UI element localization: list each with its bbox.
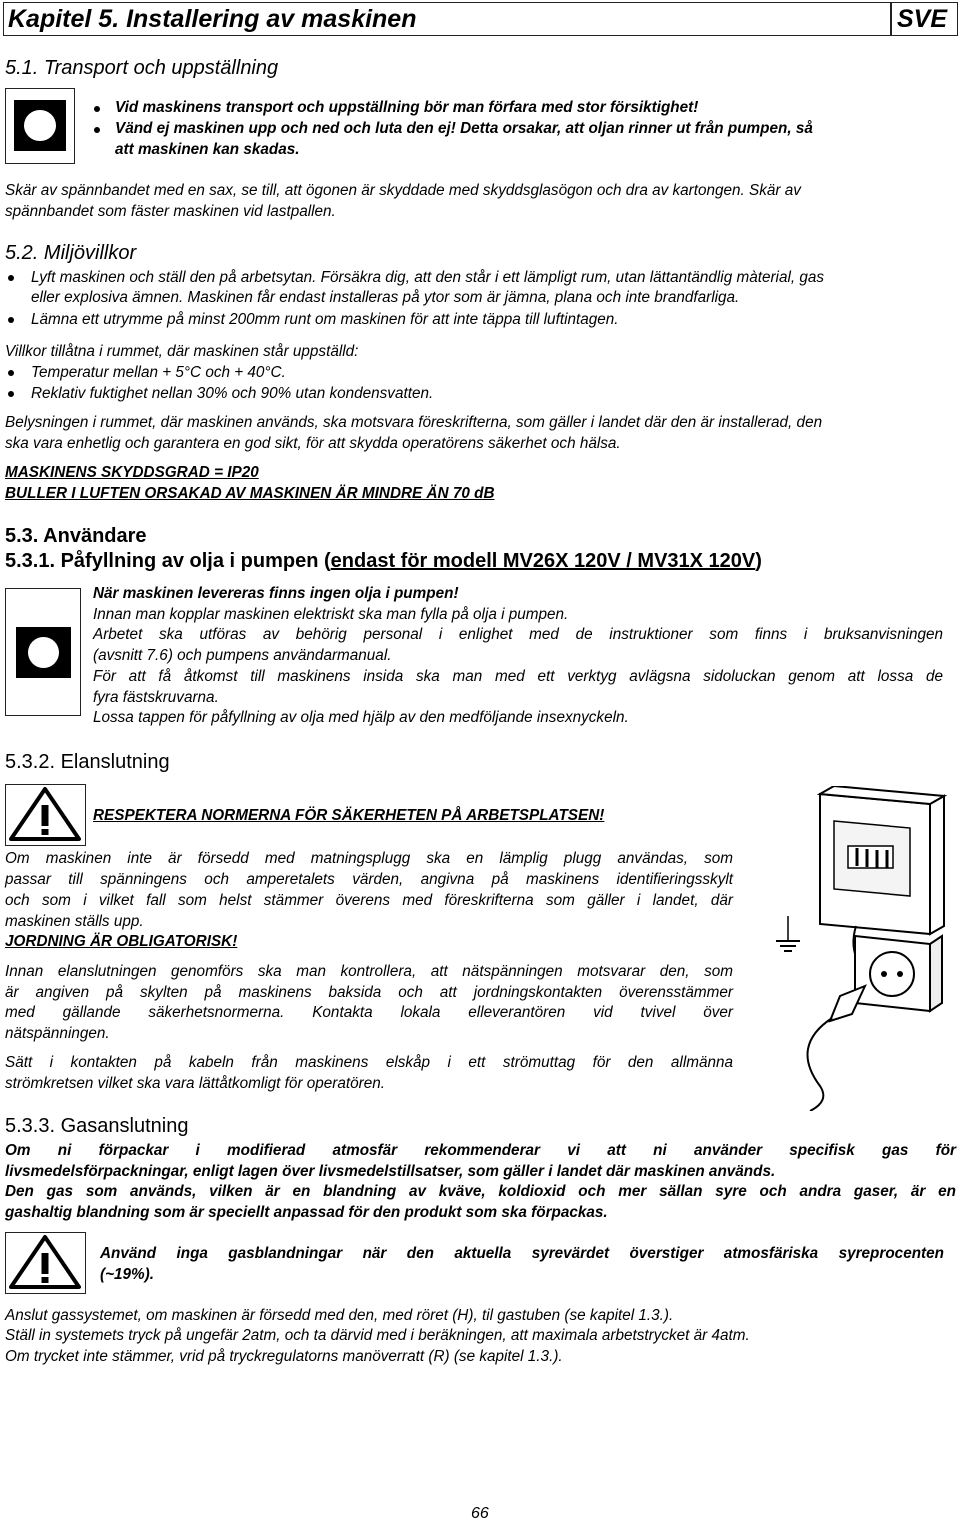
oil-line-3: Arbetet ska utföras av behörig personal i enlighet med de instruktioner som finns i bruksanvisningen	[93, 626, 943, 643]
condition-humidity: Reklativ fuktighet nellan 30% och 90% utan kondensvatten.	[31, 385, 434, 402]
transport-bullet-2-line-2: att maskinen kan skadas.	[115, 141, 300, 158]
gas-warning-line-2: (~19%).	[100, 1266, 154, 1283]
bullet-icon	[8, 391, 14, 397]
oil-line-1: När maskinen levereras finns ingen olja i pumpen!	[93, 585, 459, 602]
electrical-check-line-3: med gällande säkerhetsnormerna. Kontakta lokala elleverantören vid tvivel över	[5, 1004, 733, 1021]
electrical-line-4: maskinen ställs upp.	[5, 913, 144, 930]
warning-icon-box	[5, 1232, 86, 1294]
electrical-check-line-4: nätspänningen.	[5, 1025, 110, 1042]
gas-line-1: Om ni förpackar i modifierad atmosfär rekommenderar vi att ni använder specifisk gas för	[5, 1142, 956, 1159]
bullet-icon	[8, 370, 14, 376]
oil-line-7: Lossa tappen för påfyllning av olja med hjälp av den medföljande insexnyckeln.	[93, 709, 629, 726]
condition-temperature: Temperatur mellan + 5°C och + 40°C.	[31, 364, 286, 381]
page-number: 66	[471, 1505, 489, 1522]
bullet-icon	[94, 127, 100, 133]
sub1-suffix: )	[755, 550, 762, 572]
warning-triangle-icon	[6, 1233, 84, 1292]
noise-level: BULLER I LUFTEN ORSAKAD AV MASKINEN ÄR MINDRE ÄN 70 dB	[5, 485, 495, 502]
socket-line-2: strömkretsen vilket ska vara lättåtkomligt för operatören.	[5, 1075, 386, 1092]
chapter-header	[3, 2, 958, 36]
header-divider	[890, 3, 892, 35]
strap-paragraph-line-2: spännbandet som fäster maskinen vid lastpallen.	[5, 203, 336, 220]
oil-line-6: fyra fästskruvarna.	[93, 689, 219, 706]
lighting-line-1: Belysningen i rummet, där maskinen används, ska motsvara föreskrifterna, som gäller i landet där den är installerad, den	[5, 414, 823, 431]
gas-line-3: Den gas som används, vilken är en blandning av kväve, koldioxid och mer sällan syre och andra gaser, är en	[5, 1183, 956, 1200]
chapter-title: Kapitel 5. Installering av maskinen	[8, 5, 417, 33]
sub1-prefix: 5.3.1. Påfyllning av olja i pumpen (	[5, 550, 331, 572]
language-code: SVE	[897, 5, 948, 33]
bullet-icon	[94, 106, 100, 112]
info-icon	[16, 627, 71, 678]
env-bullet-1-line-2: eller explosiva ämnen. Maskinen får endast installeras på ytor som är jämna, plana och inte brandfarliga.	[31, 289, 740, 306]
oil-line-2: Innan man kopplar maskinen elektriskt ska man fylla på olja i pumpen.	[93, 606, 569, 623]
electrical-line-1: Om maskinen inte är försedd med matningsplugg ska en lämplig plugg användas, som	[5, 850, 733, 867]
bullet-icon	[8, 275, 14, 281]
transport-bullet-2-line-1: Vänd ej maskinen upp och ned och luta den ej! Detta orsakar, att oljan rinner ut från pumpen, så	[115, 120, 813, 137]
mandatory-icon-box	[5, 588, 81, 716]
gas-connect-line-1: Anslut gassystemet, om maskinen är försedd med den, med röret (H), til gastuben (se kapitel 1.3.).	[5, 1307, 674, 1324]
section-5-3-1-heading	[5, 550, 762, 573]
electrical-connection-illustration	[760, 786, 955, 1111]
info-icon	[14, 100, 66, 151]
electrical-line-3: och som i vilket fall som helst stämmer överens med föreskrifterna som gäller i landet, där	[5, 892, 733, 909]
gas-line-2: livsmedelsförpackningar, enligt lagen över livsmedelstillsatser, som gäller i landet där maskinen används.	[5, 1163, 776, 1180]
strap-paragraph-line-1: Skär av spännbandet med en sax, se till, att ögonen är skyddade med skyddsglasögon och dra av kartongen. Skär av	[5, 182, 801, 199]
lighting-line-2: ska vara enhetlig och garantera en god sikt, för att skydda operatörens säkerhet och hälsa.	[5, 435, 621, 452]
section-5-3-heading: 5.3. Användare	[5, 525, 147, 547]
transport-bullet-1: Vid maskinens transport och uppställning bör man förfara med stor försiktighet!	[115, 99, 699, 116]
section-5-3-2-heading: 5.3.2. Elanslutning	[5, 751, 170, 773]
gas-connect-line-3: Om trycket inte stämmer, vrid på tryckregulatorns manöverratt (R) (se kapitel 1.3.).	[5, 1348, 563, 1365]
ip-rating: MASKINENS SKYDDSGRAD = IP20	[5, 464, 259, 481]
warning-triangle-icon	[6, 785, 84, 844]
oil-line-5: För att få åtkomst till maskinens insida ska man med ett verktyg avlägsna sidoluckan genom att lossa de	[93, 668, 943, 685]
electrical-check-line-2: är angiven på skylten på maskinens baksida och att jordningskontakten överensstämmer	[5, 984, 733, 1001]
env-bullet-1-line-1: Lyft maskinen och ställ den på arbetsytan. Försäkra dig, att den står i ett lämpligt rum, utan lättantändlig màterial, gas	[31, 269, 825, 286]
mandatory-icon-box	[5, 88, 75, 164]
conditions-title: Villkor tillåtna i rummet, där maskinen står uppställd:	[5, 343, 359, 360]
warning-icon-box	[5, 784, 86, 846]
safety-notice: RESPEKTERA NORMERNA FÖR SÄKERHETEN PÅ ARBETSPLATSEN!	[93, 807, 605, 824]
model-restriction: endast för modell MV26X 120V / MV31X 120V	[330, 550, 756, 572]
gas-connect-line-2: Ställ in systemets tryck på ungefär 2atm, och ta därvid med i beräkningen, att maximala arbetstrycket är 4atm.	[5, 1327, 750, 1344]
env-bullet-2: Lämna ett utrymme på minst 200mm runt om maskinen för att inte täppa till luftintagen.	[31, 311, 619, 328]
section-5-2-heading: 5.2. Miljövillkor	[5, 242, 137, 264]
section-5-3-3-heading: 5.3.3. Gasanslutning	[5, 1115, 189, 1137]
gas-warning-line-1: Använd inga gasblandningar när den aktuella syrevärdet överstiger atmosfäriska syreprocenten	[100, 1245, 944, 1262]
socket-line-1: Sätt i kontakten på kabeln från maskinens elskåp i ett strömuttag för den allmänna	[5, 1054, 733, 1071]
electrical-line-2: passar till spänningens och amperetalets värden, angivna på maskinens identifieringsskylt	[5, 871, 733, 888]
bullet-icon	[8, 317, 14, 323]
section-5-1-heading: 5.1. Transport och uppställning	[5, 57, 279, 79]
oil-line-4: (avsnitt 7.6) och pumpens användarmanual.	[93, 647, 392, 664]
electrical-check-line-1: Innan elanslutningen genomförs ska man kontrollera, att nätspänningen motsvarar den, som	[5, 963, 733, 980]
grounding-notice: JORDNING ÄR OBLIGATORISK!	[5, 933, 238, 950]
gas-line-4: gashaltig blandning som är speciellt anpassad för den produkt som ska förpackas.	[5, 1204, 608, 1221]
